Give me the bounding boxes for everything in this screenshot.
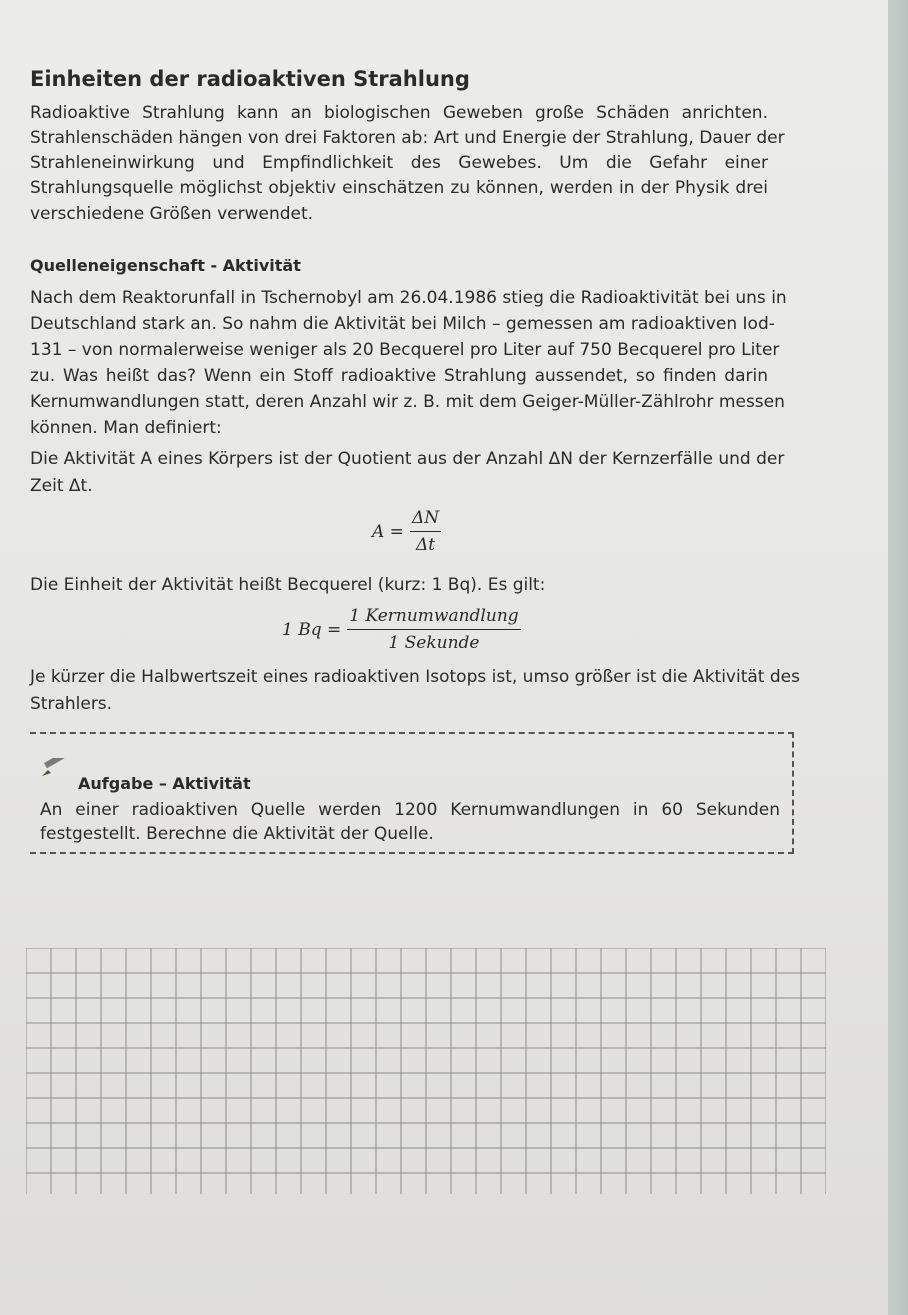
unit-sentence: Die Einheit der Aktivität heißt Becquerel (kurz: 1 Bq). Es gilt: (30, 575, 546, 595)
intro-line-2: Strahlenschäden hängen von drei Faktoren ab: Art und Energie der Strahlung, Dauer der (30, 128, 785, 148)
body-line-3: 131 – von normalerweise weniger als 20 Becquerel pro Liter auf 750 Becquerel pro Liter (30, 340, 780, 360)
definition-line-2: Zeit Δt. (30, 476, 93, 496)
body-line-6: können. Man definiert: (30, 418, 222, 438)
definition-line-1: Die Aktivität A eines Körpers ist der Quotient aus der Anzahl ΔN der Kernzerfälle und der (30, 449, 785, 469)
formula-activity-lhs: A = (372, 521, 404, 542)
task-line-1: An einer radioaktiven Quelle werden 1200 Kernumwandlungen in 60 Sekunden (40, 800, 780, 820)
formula-activity-numerator: ΔN (410, 508, 441, 532)
body-line-1: Nach dem Reaktorunfall in Tschernobyl am 26.04.1986 stieg die Radioaktivität bei uns in (30, 288, 787, 308)
task-heading: Aufgabe – Aktivität (78, 774, 251, 793)
formula-activity-denominator: Δt (415, 535, 436, 555)
body-line-2: Deutschland stark an. So nahm die Aktivität bei Milch – gemessen am radioaktiven Iod- (30, 314, 775, 334)
intro-line-3: Strahleneinwirkung und Empfindlichkeit des Gewebes. Um die Gefahr einer (30, 153, 768, 173)
formula-unit (282, 606, 521, 653)
task-line-2: festgestellt. Berechne die Aktivität der Quelle. (40, 824, 434, 844)
formula-unit-denominator: 1 Sekunde (388, 633, 480, 653)
formula-unit-lhs: 1 Bq = (282, 619, 342, 640)
answer-grid[interactable] (26, 948, 826, 1194)
formula-unit-numerator: 1 Kernumwandlung (347, 606, 520, 630)
section-heading: Quelleneigenschaft - Aktivität (30, 256, 301, 275)
halflife-line-2: Strahlers. (30, 694, 113, 714)
page-title: Einheiten der radioaktiven Strahlung (30, 67, 470, 91)
pencil-icon (40, 758, 76, 778)
formula-activity (372, 508, 441, 555)
body-line-4: zu. Was heißt das? Wenn ein Stoff radioaktive Strahlung aussendet, so finden darin (30, 366, 768, 386)
intro-line-4: Strahlungsquelle möglichst objektiv einschätzen zu können, werden in der Physik drei (30, 178, 768, 198)
halflife-line-1: Je kürzer die Halbwertszeit eines radioaktiven Isotops ist, umso größer ist die Aktivität des (30, 667, 800, 687)
intro-line-1: Radioaktive Strahlung kann an biologischen Geweben große Schäden anrichten. (30, 103, 768, 123)
body-line-5: Kernumwandlungen statt, deren Anzahl wir z. B. mit dem Geiger-Müller-Zählrohr messen (30, 392, 785, 412)
intro-line-5: verschiedene Größen verwendet. (30, 204, 314, 224)
page-edge (888, 0, 908, 1315)
